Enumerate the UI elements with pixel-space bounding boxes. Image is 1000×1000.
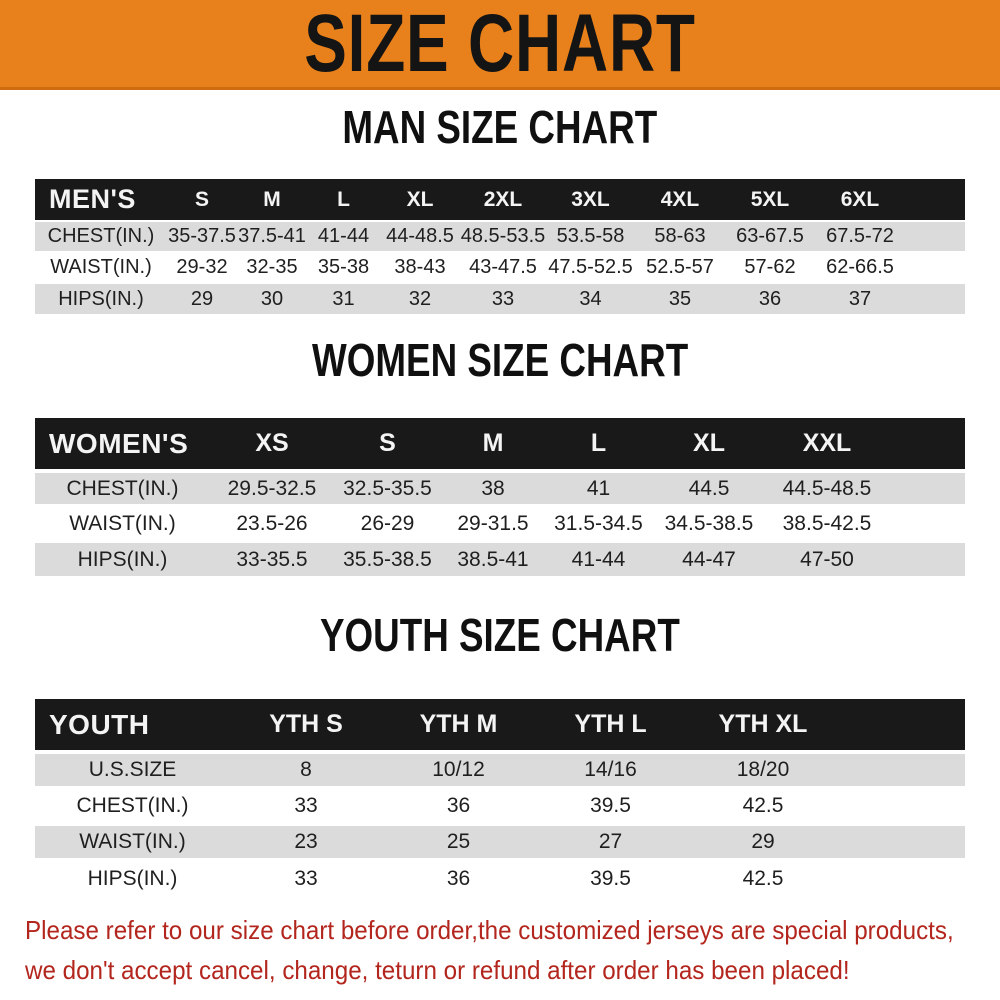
row-filler xyxy=(905,221,965,252)
size-value-cell: 10/12 xyxy=(432,758,485,781)
size-value-cell: 58-63 xyxy=(654,225,706,247)
size-value-cell: 36 xyxy=(446,794,471,817)
size-value-cell: 33 xyxy=(294,867,318,890)
size-value-cell: 41-44 xyxy=(571,547,626,571)
mens-size-table xyxy=(35,179,965,314)
size-value-cell: 67.5-72 xyxy=(826,225,894,247)
size-value-cell: 38-43 xyxy=(394,256,446,278)
table-row xyxy=(35,471,965,506)
mens-header-row xyxy=(35,179,965,221)
man-section-title-text: MAN SIZE CHART xyxy=(342,101,658,153)
size-column-header: M xyxy=(263,187,281,211)
size-column-header: L xyxy=(590,429,607,457)
size-value-cell: 36 xyxy=(758,287,782,310)
size-value-cell: 41 xyxy=(586,476,611,500)
table-row xyxy=(35,752,965,788)
row-filler xyxy=(888,506,965,541)
size-column-header: M xyxy=(482,429,504,457)
size-value-cell: 26-29 xyxy=(360,511,415,535)
size-column-header: S xyxy=(194,187,209,211)
size-value-cell: 44.5 xyxy=(688,476,730,500)
header-filler xyxy=(888,418,965,471)
table-row xyxy=(35,283,965,314)
size-column-header: YTH M xyxy=(419,710,498,738)
size-value-cell: 39.5 xyxy=(590,794,631,817)
size-value-cell: 44-47 xyxy=(682,547,736,571)
header-filler xyxy=(840,699,965,752)
table-row xyxy=(35,860,965,896)
header-filler xyxy=(905,179,965,221)
table-row xyxy=(35,788,965,824)
size-value-cell: 47-50 xyxy=(800,547,854,571)
size-column-header: XL xyxy=(693,429,725,457)
youth-gender-label: YOUTH xyxy=(49,708,150,740)
size-value-cell: 35.5-38.5 xyxy=(343,547,432,571)
order-disclaimer xyxy=(25,910,1000,990)
size-column-header: YTH XL xyxy=(718,710,808,738)
size-value-cell: 43-47.5 xyxy=(469,256,537,278)
size-column-header: YTH S xyxy=(269,710,343,738)
size-value-cell: 47.5-52.5 xyxy=(548,256,633,278)
row-filler xyxy=(840,788,965,824)
size-value-cell: 34.5-38.5 xyxy=(664,511,754,535)
mens-gender-label: MEN'S xyxy=(49,184,136,214)
measurement-row-label: WAIST(IN.) xyxy=(69,511,176,535)
size-column-header: 3XL xyxy=(571,187,610,211)
size-column-header: YTH L xyxy=(574,710,647,738)
size-value-cell: 35-38 xyxy=(317,256,370,278)
size-value-cell: 48.5-53.5 xyxy=(460,225,546,247)
size-column-header: 2XL xyxy=(483,187,523,211)
size-value-cell: 34 xyxy=(579,287,602,310)
table-row xyxy=(35,252,965,283)
size-value-cell: 62-66.5 xyxy=(826,256,894,278)
size-value-cell: 33-35.5 xyxy=(236,547,308,571)
size-value-cell: 29-32 xyxy=(176,256,228,278)
size-value-cell: 30 xyxy=(260,287,284,310)
measurement-row-label: WAIST(IN.) xyxy=(50,256,152,278)
size-value-cell: 63-67.5 xyxy=(736,225,804,247)
size-value-cell: 52.5-57 xyxy=(646,256,714,278)
measurement-row-label: HIPS(IN.) xyxy=(77,547,168,571)
banner-title: SIZE CHART xyxy=(304,0,696,89)
size-value-cell: 32 xyxy=(408,287,432,310)
size-value-cell: 32-35 xyxy=(246,256,298,278)
size-chart-banner xyxy=(0,0,1000,90)
row-filler xyxy=(840,860,965,896)
size-column-header: XS xyxy=(255,429,289,457)
women-section-title-text: WOMEN SIZE CHART xyxy=(311,334,689,386)
table-row xyxy=(35,541,965,576)
size-column-header: L xyxy=(337,187,350,211)
size-value-cell: 41-44 xyxy=(317,225,370,247)
size-column-header: 6XL xyxy=(840,187,880,211)
size-value-cell: 14/16 xyxy=(584,758,637,781)
size-column-header: 5XL xyxy=(750,187,790,211)
size-value-cell: 36 xyxy=(446,867,471,890)
table-row xyxy=(35,506,965,541)
size-column-header: S xyxy=(379,429,396,457)
youth-size-table xyxy=(35,699,965,896)
row-filler xyxy=(888,471,965,506)
table-row xyxy=(35,221,965,252)
size-value-cell: 42.5 xyxy=(742,867,784,890)
womens-header-row xyxy=(35,418,965,471)
row-filler xyxy=(888,541,965,576)
size-value-cell: 44-48.5 xyxy=(386,225,454,247)
size-value-cell: 38.5-41 xyxy=(457,547,529,571)
size-value-cell: 31.5-34.5 xyxy=(554,511,643,535)
youth-section-title xyxy=(0,611,1000,671)
measurement-row-label: CHEST(IN.) xyxy=(47,225,155,247)
row-filler xyxy=(840,752,965,788)
row-filler xyxy=(905,252,965,283)
disclaimer-line-2: we don't accept cancel, change, teturn or refund after order has been placed! xyxy=(25,955,850,985)
size-value-cell: 31 xyxy=(332,287,355,310)
size-value-cell: 23 xyxy=(294,830,318,853)
size-value-cell: 33 xyxy=(491,287,515,310)
size-value-cell: 23.5-26 xyxy=(236,511,308,535)
size-value-cell: 29 xyxy=(190,287,214,310)
youth-section-title-text: YOUTH SIZE CHART xyxy=(320,609,680,661)
size-value-cell: 53.5-58 xyxy=(556,225,625,247)
measurement-row-label: U.S.SIZE xyxy=(88,758,177,781)
disclaimer-line-1: Please refer to our size chart before order,the customized jerseys are special products, xyxy=(25,915,954,945)
size-value-cell: 35 xyxy=(668,287,692,310)
youth-header-row xyxy=(35,699,965,752)
row-filler xyxy=(905,283,965,314)
measurement-row-label: CHEST(IN.) xyxy=(66,476,179,500)
size-column-header: XXL xyxy=(802,429,852,457)
size-value-cell: 37.5-41 xyxy=(238,225,306,247)
row-filler xyxy=(840,824,965,860)
size-value-cell: 32.5-35.5 xyxy=(343,476,432,500)
size-value-cell: 25 xyxy=(446,830,471,853)
size-value-cell: 18/20 xyxy=(736,758,790,781)
size-value-cell: 42.5 xyxy=(742,794,784,817)
womens-size-table xyxy=(35,418,965,576)
size-value-cell: 33 xyxy=(294,794,318,817)
womens-gender-label: WOMEN'S xyxy=(49,427,189,459)
size-value-cell: 37 xyxy=(848,287,872,310)
size-value-cell: 8 xyxy=(300,758,312,781)
size-value-cell: 29-31.5 xyxy=(457,511,529,535)
measurement-row-label: CHEST(IN.) xyxy=(76,794,189,817)
size-value-cell: 57-62 xyxy=(744,256,796,278)
measurement-row-label: HIPS(IN.) xyxy=(58,287,144,310)
measurement-row-label: HIPS(IN.) xyxy=(87,867,178,890)
size-value-cell: 35-37.5 xyxy=(168,225,236,247)
size-value-cell: 44.5-48.5 xyxy=(782,476,872,500)
size-value-cell: 39.5 xyxy=(590,867,631,890)
size-value-cell: 29 xyxy=(751,830,775,853)
size-value-cell: 38.5-42.5 xyxy=(782,511,872,535)
size-column-header: 4XL xyxy=(660,187,700,211)
size-column-header: XL xyxy=(406,187,434,211)
table-row xyxy=(35,824,965,860)
size-value-cell: 27 xyxy=(598,830,623,853)
size-value-cell: 29.5-32.5 xyxy=(227,476,317,500)
size-value-cell: 38 xyxy=(481,476,505,500)
measurement-row-label: WAIST(IN.) xyxy=(79,830,186,853)
man-section-title xyxy=(0,103,1000,163)
women-section-title xyxy=(0,336,1000,396)
